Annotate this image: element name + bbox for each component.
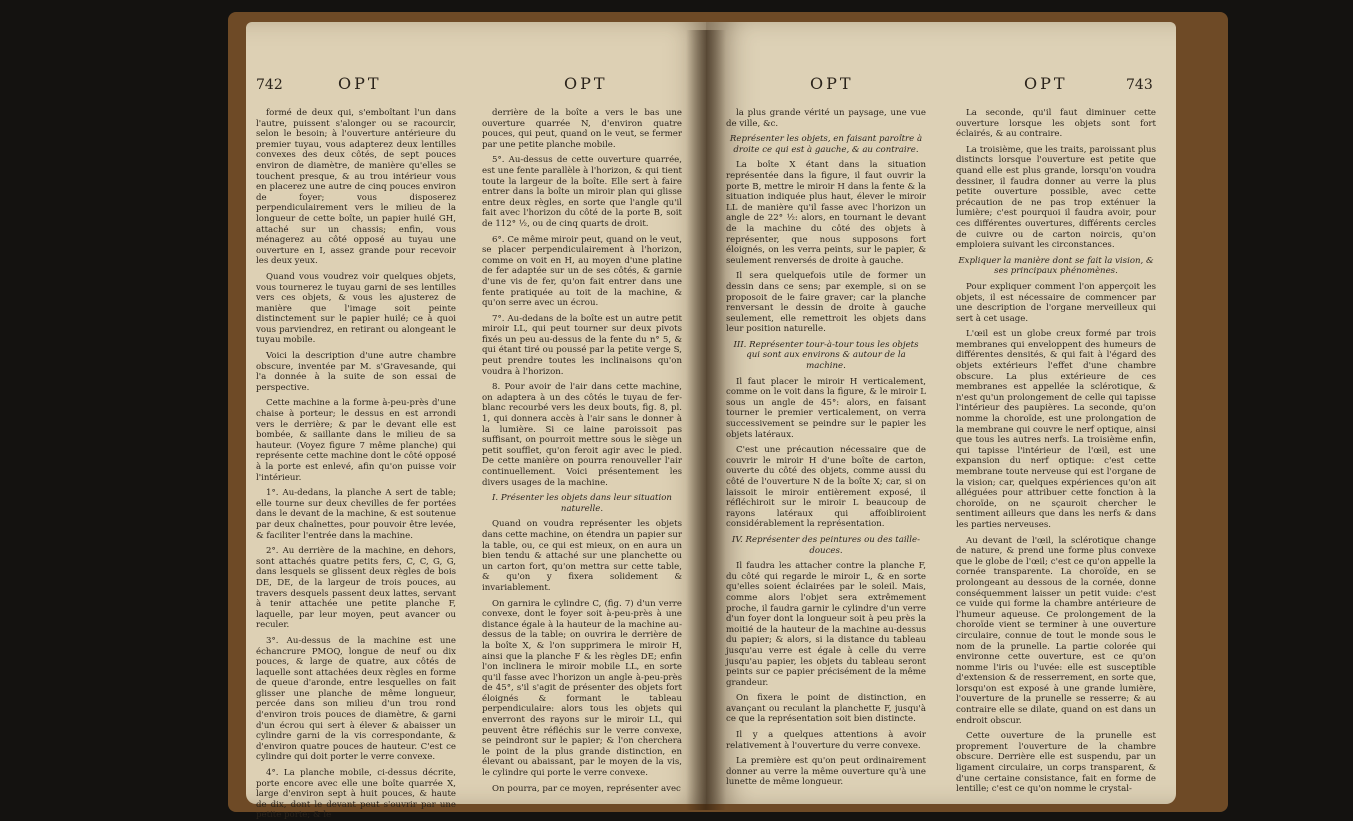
paragraph: Cette ouverture de la prunelle est proprement l'ouverture de la chambre obscure. Derrière elle est suspendu, par un ligament circulaire, un corps transparent, & d'une certaine consistance, fait en forme de lentille; c'est ce qu'on nomme le crystal- (956, 731, 1156, 795)
paragraph: Expliquer la manière dont se fait la vision, & ses principaux phénomènes. (958, 255, 1154, 277)
paragraph: 2°. Au derrière de la machine, en dehors, sont attachés quatre petits fers, C, C, G, G, dans lesquels se glissent deux règles de bois DE, DE, de la largeur de trois pouces, au travers desquels passent deux lattes, servant à tenir attachée une petite planche F, laquelle, par leur moyen, peut avancer ou reculer. (256, 546, 456, 631)
paragraph: Pour expliquer comment l'on apperçoit les objets, il est nécessaire de commencer par une description de l'organe merveilleux qui sert à cet usage. (956, 281, 1156, 324)
right-page-number: 743 (1126, 77, 1153, 93)
paragraph: 7°. Au-dedans de la boîte est un autre petit miroir LL, qui peut tourner sur deux pivots fixés un peu au-dessus de la fente du n° 5, & qui étant tiré ou poussé par la petite verge S, peut prendre toutes les inclinaisons qu'on voudra à l'horizon. (482, 313, 682, 377)
paragraph: On pourra, par ce moyen, représenter avec (492, 783, 681, 794)
paragraph: Cette machine a la forme à-peu-près d'une chaise à porteur; le dessus en est arrondi vers le derrière; & par le devant elle est bombée, & saillante dans le milieu de sa hauteur. (Voyez figure 7 même planche) qui représente cette machine dont le côté opposé à la porte est enlevé, afin qu'on puisse voir l'intérieur. (256, 398, 456, 483)
paragraph: Il sera quelquefois utile de former un dessin dans ce sens; par exemple, si on se proposoit de le faire graver; car la planche renversant le dessin de droite à gauche seulement, elle remettroit les objets dans leur position naturelle. (726, 271, 926, 335)
paragraph: I. Présenter les objets dans leur situation naturelle. (492, 493, 672, 514)
left-column-1 (256, 108, 456, 821)
paragraph: La boîte X étant dans la situation représentée dans la figure, il faut ouvrir la porte B, mettre le miroir H dans la fente & la situation indiquée plus haut, élever le miroir LL de manière qu'il fasse avec l'horizon un angle de 22° ½: alors, en tournant le devant de la machine du côté des objets à représenter, que nous supposons fort éloignés, on les verra peints, sur le papier, & seulement renversés de droite à gauche. (726, 160, 926, 266)
paragraph: derrière de la boîte a vers le bas une ouverture quarrée N, d'environ quatre pouces, qui peut, quand on le veut, se fermer par une petite planche mobile. (482, 108, 682, 150)
right-column-1 (726, 108, 926, 800)
paragraph: La première est qu'on peut ordinairement donner au verre la même ouverture qu'à une lunette de même longueur. (726, 756, 926, 788)
left-page (246, 22, 716, 821)
paragraph: 6°. Ce même miroir peut, quand on le veut, se placer perpendiculairement à l'horizon, comme on voit en H, au moyen d'une platine de fer adaptée sur un de ses côtés, & garnie d'une vis de fer, qu'on fait entrer dans une fente pratiquée au toit de la machine, & qu'on serre avec un écrou. (482, 234, 682, 309)
paragraph: 4°. La planche mobile, ci-dessus décrite, porte encore avec elle une boîte quarrée X, large d'environ sept à huit pouces, & haute de dix, dont le devant peut s'ouvrir par une petite porte; & le (256, 768, 456, 821)
left-page-number: 742 (256, 77, 283, 93)
right-column-2 (956, 108, 1156, 800)
paragraph: 3°. Au-dessus de la machine est une échancrure PMOQ, longue de neuf ou dix pouces, & large de quatre, aux côtés de laquelle sont attachées deux règles en forme de queue d'aronde, entre lesquelles on fait glisser une planche de même longueur, percée dans son milieu d'un trou rond d'environ trois pouces de diamètre, & garni d'un écrou qui sert à élever & abaisser un cylindre garni de la vis correspondante, & d'environ quatre pouces de hauteur. C'est ce cylindre qui doit porter le verre convexe. (256, 635, 456, 763)
paragraph: formé de deux qui, s'emboîtant l'un dans l'autre, puissent s'alonger ou se racourcir, selon le besoin; à l'ouverture antérieure du premier tuyau, vous adapterez deux lentilles convexes des deux côtés, de sept pouces environ de diamètre, de manière qu'elles se touchent presque, & au trou intérieur vous en placerez une autre de cinq pouces environ de foyer; vous disposerez perpendiculairement vers le milieu de la longueur de cette boîte, un papier huilé GH, attaché sur un chassis; enfin, vous ménagerez au côté opposé au tuyau une ouverture en I, assez grande pour recevoir les deux yeux. (256, 108, 456, 267)
paragraph: III. Représenter tour-à-tour tous les objets qui sont aux environs & autour de la machine. (733, 339, 919, 372)
paragraph: 8. Pour avoir de l'air dans cette machine, on adaptera à un des côtés le tuyau de fer-blanc recourbé vers les deux bouts, fig. 8, pl. 1, qui donnera accès à l'air sans le donner à la lumière. Si ce laine paroissoit pas suffisant, on pourroit mettre sous le siège un petit soufflet, qu'on feroit agir avec le pied. De cette manière on pourra renouveller l'air continuellement. Voici présentement les divers usages de la machine. (482, 382, 682, 488)
paragraph: Il y a quelques attentions à avoir relativement à l'ouverture du verre convexe. (726, 730, 926, 751)
paragraph: La seconde, qu'il faut diminuer cette ouverture lorsque les objets sont fort éclairés, & au contraire. (956, 108, 1156, 140)
left-running-head-1: OPT (338, 74, 382, 93)
paragraph: Représenter les objets, en faisant paroître à droite ce qui est à gauche, & au contraire. (729, 134, 923, 155)
paragraph: Quand vous voudrez voir quelques objets, vous tournerez le tuyau garni de ses lentilles vers ces objets, & vous les ajusterez de manière que l'image soit peinte distinctement sur le papier huilé; ce à quoi vous parviendrez, en retirant ou alongeant le tuyau mobile. (256, 271, 456, 346)
paragraph: La troisième, que les traits, paroissant plus distincts lorsque l'ouverture est petite que quand elle est plus grande, lorsqu'on voudra dessiner, il faudra donner au verre la plus petite ouverture possible, avec cette précaution de ne pas trop exténuer la lumière; c'est pourquoi il faudra avoir, pour ces différentes ouvertures, différents cercles de cuivre ou de carton noircis, qu'on emploiera suivant les circonstances. (956, 144, 1156, 251)
paragraph: 1°. Au-dedans, la planche A sert de table; elle tourne sur deux chevilles de fer portées dans le devant de la machine, & est soutenue par deux chaînettes, pour pouvoir être levée, & faciliter l'entrée dans la machine. (256, 488, 456, 541)
paragraph: Il faut placer le miroir H verticalement, comme on le voit dans la figure, & le miroir L sous un angle de 45°: alors, en faisant tourner le premier verticalement, on verra successivement se peindre sur le papier les objets latéraux. (726, 376, 926, 440)
paragraph: la plus grande vérité un paysage, une vue de ville, &c. (726, 108, 926, 129)
book-gutter (686, 30, 726, 810)
paragraph: Quand on voudra représenter les objets dans cette machine, on étendra un papier sur la table, ou, ce qui est mieux, on en aura un bien tendu & attaché sur une planchette ou un carton fort, qu'on mettra sur cette table, & qu'on y fixera solidement & invariablement. (482, 519, 682, 593)
paragraph: C'est une précaution nécessaire que de couvrir le miroir H d'une boîte de carton, ouverte du côté des objets, comme aussi du côté de l'ouverture N de la boîte X; car, si on laissoit le miroir entièrement exposé, il réfléchiroit sur le miroir L beaucoup de rayons latéraux qui affoibliroient considérablement la représentation. (726, 445, 926, 530)
paragraph: 5°. Au-dessus de cette ouverture quarrée, est une fente parallèle à l'horizon, & qui tient toute la largeur de la boîte. Elle sert à faire entrer dans la boîte un miroir plan qui glisse entre deux règles, en sorte que l'angle qu'il fait avec l'horizon du côté de la porte B, soit de 112° ½, ou de cinq quarts de droit. (482, 155, 682, 229)
left-column-2 (482, 108, 682, 800)
paragraph: IV. Représenter des peintures ou des taille-douces. (731, 534, 921, 556)
paragraph: Voici la description d'une autre chambre obscure, inventée par M. s'Gravesande, qui l'a donnée à la suite de son essai de perspective. (256, 351, 456, 393)
left-running-head-2: OPT (564, 74, 608, 93)
paragraph: On garnira le cylindre C, (fig. 7) d'un verre convexe, dont le foyer soit à-peu-près à une distance égale à la hauteur de la machine au-dessus de la table; on ouvrira le derrière de la boîte X, & l'on supprimera le miroir H, ainsi que la planche F & les règles DE; enfin l'on inclinera le miroir mobile LL, en sorte qu'il fasse avec l'horizon un angle à-peu-près de 45°, s'il s'agit de présenter des objets fort éloignés & formant le tableau perpendiculaire: alors tous les objets qui enverront des rayons sur le miroir LL, qui peuvent être réfléchis sur le verre convexe, se peindront sur le papier; & l'on cherchera le point de la plus grande distinction, en élevant ou abaissant, par le moyen de la vis, le cylindre qui porte le verre convexe. (482, 598, 682, 779)
right-running-head-1: OPT (810, 74, 854, 93)
paragraph: Au devant de l'œil, la sclérotique change de nature, & prend une forme plus convexe que le globe de l'œil; c'est ce qu'on appelle la cornée transparente. La choroïde, en se prolongeant au dessous de la cornée, donne conséquemment laisser un petit vuide: c'est ce vuide qui forme la chambre antérieure de l'humeur aqueuse. Ce prolongement de la choroïde vient se terminer à une ouverture circulaire, connue de tout le monde sous le nom de la prunelle. La partie colorée qui environne cette ouverture, est ce qu'on nomme l'iris ou l'uvée: elle est susceptible d'extension & de resserrement, en sorte que, lorsqu'on est exposé à une grande lumière, l'ouverture de la prunelle se resserre; & au contraire elle se dilate, quand on est dans un endroit obscur. (956, 535, 1156, 726)
right-running-head-2: OPT (1024, 74, 1068, 93)
paragraph: On fixera le point de distinction, en avançant ou reculant la planchette F, jusqu'à ce que la représentation soit bien distincte. (726, 693, 926, 725)
paragraph: Il faudra les attacher contre la planche F, du côté qui regarde le miroir L, & en sorte qu'elles soient éclairées par le soleil. Mais, comme alors l'objet sera extrêmement proche, il faudra garnir le cylindre d'un verre d'un foyer dont la longueur soit à peu près la moitié de la hauteur de la machine au-dessus du papier; & alors, si la distance du tableau jusqu'au verre est égale à celle du verre jusqu'au papier, les objets du tableau seront peints sur ce papier précisément de la même grandeur. (726, 561, 926, 688)
right-page (706, 22, 1176, 804)
paragraph: L'œil est un globe creux formé par trois membranes qui enveloppent des humeurs de différentes densités, & qui fait à l'égard des objets extérieurs l'effet d'une chambre obscure. La plus extérieure de ces membranes est appellée la sclérotique, & n'est qu'un prolongement de celle qui tapisse l'intérieur des paupières. La seconde, qu'on nomme la choroïde, est une prolongation de la membrane qui couvre le nerf optique, ainsi que tous les autres nerfs. La troisième enfin, qui tapisse l'intérieur de l'œil, est une expansion du nerf optique: c'est cette membrane toute nerveuse qui est l'organe de la vision; car, quelques expériences qu'on ait alléguées pour attribuer cette fonction à la choroïde, on ne sçauroit chercher le sentiment ailleurs que dans les nerfs & dans les parties nerveuses. (956, 329, 1156, 530)
